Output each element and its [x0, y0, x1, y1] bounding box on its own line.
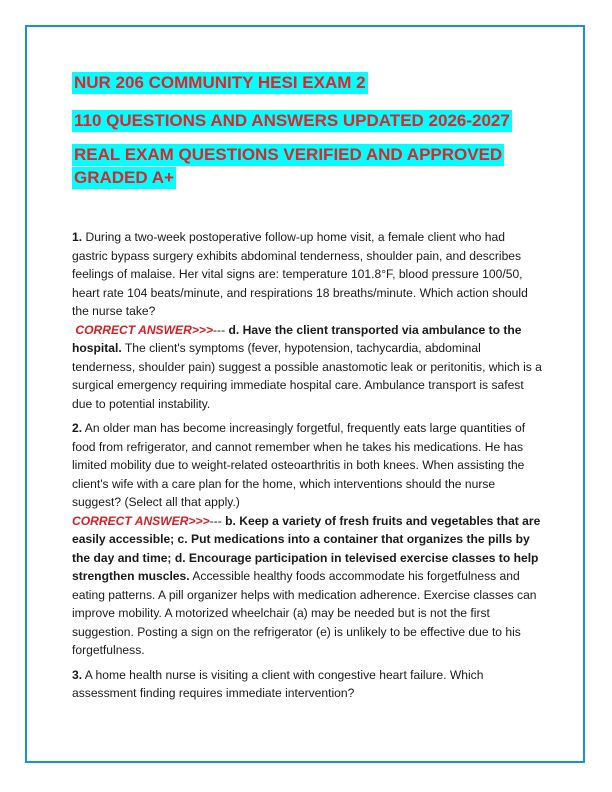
- question-text: An older man has become increasingly forgetful, frequently eats large quantities of food from refrigerator, and cannot remember when he takes his medications. He has limited mobility due to weight-related osteoarthritis in both knees. When assisting the client's wife with a care plan for the home, which interventions should the nurse suggest? (Select all that apply.): [72, 421, 526, 509]
- question-list: [72, 228, 542, 709]
- correct-answer-label: CORRECT ANSWER>>>: [72, 513, 210, 528]
- title-line-4: GRADED A+: [74, 168, 174, 187]
- answer-text: b. Keep a variety of fresh fruits and vegetables that are easily accessible; c. Put medications into a container that organizes the pills by the day and time; d. Encourage participation in televised exercise classes to help strengthen muscles.: [72, 513, 541, 583]
- question-3: [72, 666, 542, 703]
- question-text: A home health nurse is visiting a client with congestive heart failure. Which assessment finding requires immediate intervention?: [72, 667, 484, 700]
- question-number: 3.: [72, 667, 83, 682]
- rationale-text: The client's symptoms (fever, hypotension, tachycardia, abdominal tenderness, shoulder pain) suggest a possible anastomotic leak or peritonitis, which is a surgical emergency requiring immediate hospital care. Ambulance transport is safest due to potential instability.: [72, 341, 542, 411]
- title-line-3: REAL EXAM QUESTIONS VERIFIED AND APPROVED: [74, 145, 503, 164]
- question-text: During a two-week postoperative follow-up home visit, a female client who had gastric bypass surgery exhibits abdominal tenderness, shoulder pain, and describes feelings of malaise. Her vital signs are: temperature 101.8°F, blood pressure 100/50, heart rate 104 beats/minute, and respirations 18 breaths/minute. Which action should the nurse take?: [72, 230, 528, 318]
- question-2: [72, 419, 542, 660]
- title-line-1: NUR 206 COMMUNITY HESI EXAM 2: [74, 73, 366, 92]
- question-1: [72, 228, 542, 413]
- correct-answer-label: CORRECT ANSWER>>>: [75, 322, 214, 337]
- rationale-text: Accessible healthy foods accommodate his forgetfulness and eating patterns. A pill organizer helps with medication adherence. Exercise classes can improve mobility. A motorized wheelchair (a) may be needed but is not the first suggestion. Posting a sign on the refrigerator (e) is unlikely to be effective due to his forgetfulness.: [72, 569, 537, 657]
- title-line-2: 110 QUESTIONS AND ANSWERS UPDATED 2026-2027: [74, 111, 510, 130]
- answer-dashes: ---: [209, 513, 222, 528]
- answer-text: d. Have the client transported via ambulance to the hospital.: [72, 322, 522, 355]
- answer-dashes: ---: [213, 322, 226, 337]
- question-number: 1.: [72, 230, 83, 244]
- question-number: 2.: [72, 421, 83, 435]
